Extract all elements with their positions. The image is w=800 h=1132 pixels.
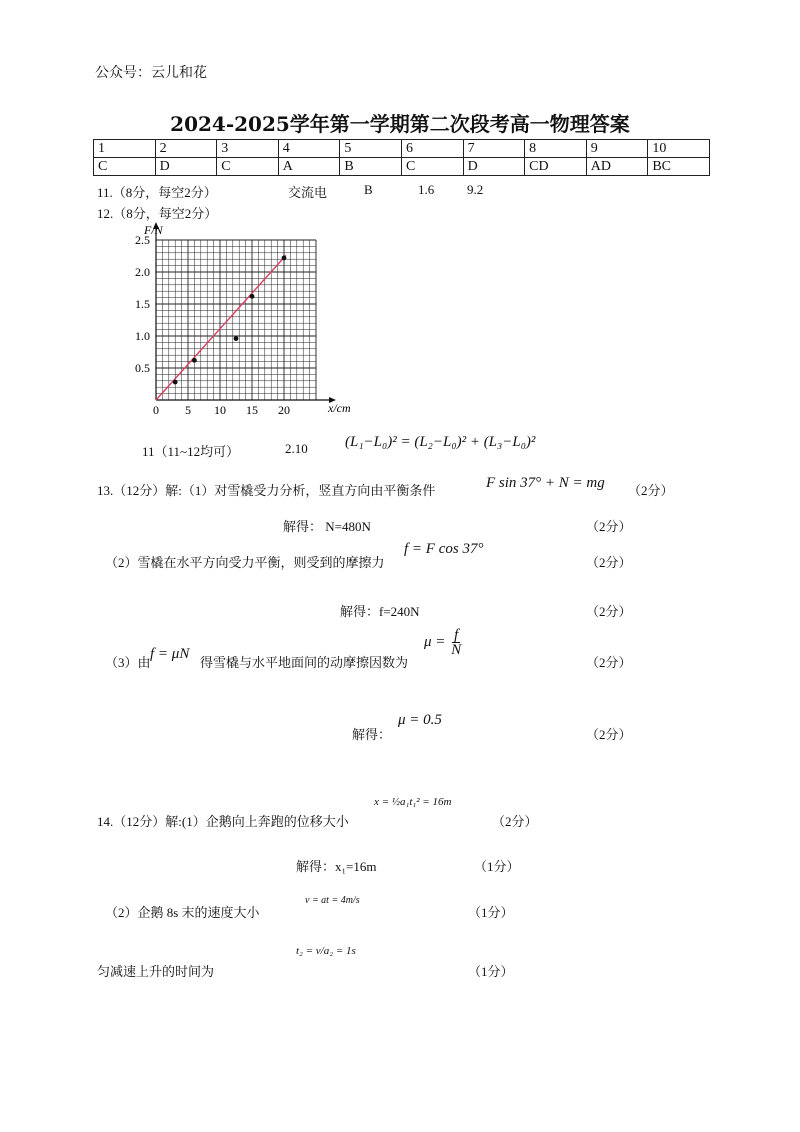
account-label: 公众号：云儿和花 (95, 65, 207, 81)
y-tick-label: 2.0 (135, 265, 150, 279)
chart-grid (156, 240, 316, 400)
table-row-answers (94, 158, 710, 176)
q13-solution-3-label: 解得： (352, 727, 392, 742)
q13-part3-a: （3）由 (105, 655, 151, 670)
x-tick-label: 0 (153, 403, 159, 417)
question-number-3: 3 (217, 140, 279, 158)
q13-solution-2: 解得：f=240N (340, 604, 420, 619)
q14-part2: （2）企鹅 8s 末的速度大小 (105, 905, 260, 920)
fit-line (156, 255, 286, 400)
y-tick-label: 0.5 (135, 361, 150, 375)
x-tick-label: 20 (278, 403, 290, 417)
q13-eq3-fraction (449, 628, 463, 657)
q14-eq1: x = ½a₁t₁² = 16m (374, 796, 452, 808)
q13-eq2: f = F cos 37° (404, 541, 484, 557)
data-point (250, 294, 255, 299)
q13-eq3-mu: μ = (424, 633, 446, 650)
answer-cell-5: B (340, 158, 402, 176)
q14-part3: 匀减速上升的时间为 (97, 964, 215, 979)
data-point (173, 380, 178, 385)
q12-label: 12.（8分，每空2分） (97, 206, 218, 221)
q14-eq3: t₂ = v/a₂ = 1s (296, 945, 356, 957)
q11-answer-4: 9.2 (467, 182, 484, 197)
q13-solution-3-value: μ = 0.5 (398, 712, 442, 728)
data-point (282, 256, 287, 261)
table-row-numbers (94, 140, 710, 158)
question-number-5: 5 (340, 140, 402, 158)
chart-fit-line-group (156, 255, 286, 400)
question-number-10: 10 (648, 140, 710, 158)
chart-points (173, 256, 287, 385)
q14-eq2: v = at = 4m/s (305, 895, 360, 906)
q12-formula: (L₁−L₀)² = (L₂−L₀)² + (L₃−L₀)² (345, 434, 536, 450)
x-tick-label: 10 (214, 403, 226, 417)
answer-cell-2: D (155, 158, 217, 176)
page-title: 2024-2025学年第一学期第二次段考高一物理答案 (170, 112, 630, 136)
q11-label: 11.（8分，每空2分） (97, 185, 217, 200)
q14-points-4: （1分） (468, 964, 514, 979)
q11-answer-3: 1.6 (418, 182, 435, 197)
answer-cell-8: CD (525, 158, 587, 176)
y-axis-label: F/N (144, 223, 163, 237)
q13-points-3: （2分） (586, 555, 632, 570)
q13-eq3-denominator: N (451, 642, 462, 658)
q14-points-3: （1分） (468, 905, 514, 920)
answer-cell-6: C (401, 158, 463, 176)
question-number-8: 8 (525, 140, 587, 158)
x-tick-label: 15 (246, 403, 258, 417)
answer-table (93, 139, 710, 176)
answer-cell-7: D (463, 158, 525, 176)
answer-cell-1: C (94, 158, 156, 176)
q13-part2-text: （2）雪橇在水平方向受力平衡，则受到的摩擦力 (105, 555, 385, 570)
y-tick-label: 1.5 (135, 297, 150, 311)
y-tick-label: 1.0 (135, 329, 150, 343)
y-tick-label: 2.5 (135, 233, 150, 247)
q13-eq1: F sin 37° + N = mg (486, 475, 605, 491)
question-number-7: 7 (463, 140, 525, 158)
question-number-4: 4 (278, 140, 340, 158)
q13-intro: 13.（12分）解:（1）对雪橇受力分析，竖直方向由平衡条件 (97, 483, 436, 498)
answer-cell-3: C (217, 158, 279, 176)
q14-intro: 14.（12分）解:(1）企鹅向上奔跑的位移大小 (97, 814, 349, 829)
data-point (192, 358, 197, 363)
x-tick-label: 5 (185, 403, 191, 417)
chart-ticks (135, 233, 290, 417)
question-number-1: 1 (94, 140, 156, 158)
question-number-6: 6 (401, 140, 463, 158)
q13-eq3-mu-frac (424, 628, 463, 657)
q14-solution-1: 解得：x₁=16m (296, 859, 377, 874)
q14-points-2: （1分） (474, 859, 520, 874)
answer-cell-4: A (278, 158, 340, 176)
q12-answer-1: 11（11~12均可） (142, 444, 240, 459)
q13-points-4: （2分） (586, 604, 632, 619)
q13-points-5: （2分） (586, 655, 632, 670)
question-number-2: 2 (155, 140, 217, 158)
data-point (234, 336, 239, 341)
answer-cell-9: AD (586, 158, 648, 176)
answer-cell-10: BC (648, 158, 710, 176)
q11-answer-1: 交流电 (288, 185, 328, 200)
q13-points-1: （2分） (628, 483, 674, 498)
q13-points-6: （2分） (586, 727, 632, 742)
q12-answer-2: 2.10 (285, 441, 308, 456)
chart-axes (153, 222, 336, 403)
question-number-9: 9 (586, 140, 648, 158)
q13-points-2: （2分） (586, 519, 632, 534)
q13-solution-1: 解得： N=480N (283, 519, 371, 534)
q13-eq3a: f = μN (150, 646, 190, 662)
x-axis-label: x/cm (328, 401, 351, 415)
q13-eq3-numerator: f (454, 627, 459, 643)
q11-answer-2: B (364, 182, 373, 197)
q13-part3-b: 得雪橇与水平地面间的动摩擦因数为 (200, 655, 409, 670)
q14-points-1: （2分） (492, 814, 538, 829)
force-extension-chart (120, 220, 360, 420)
